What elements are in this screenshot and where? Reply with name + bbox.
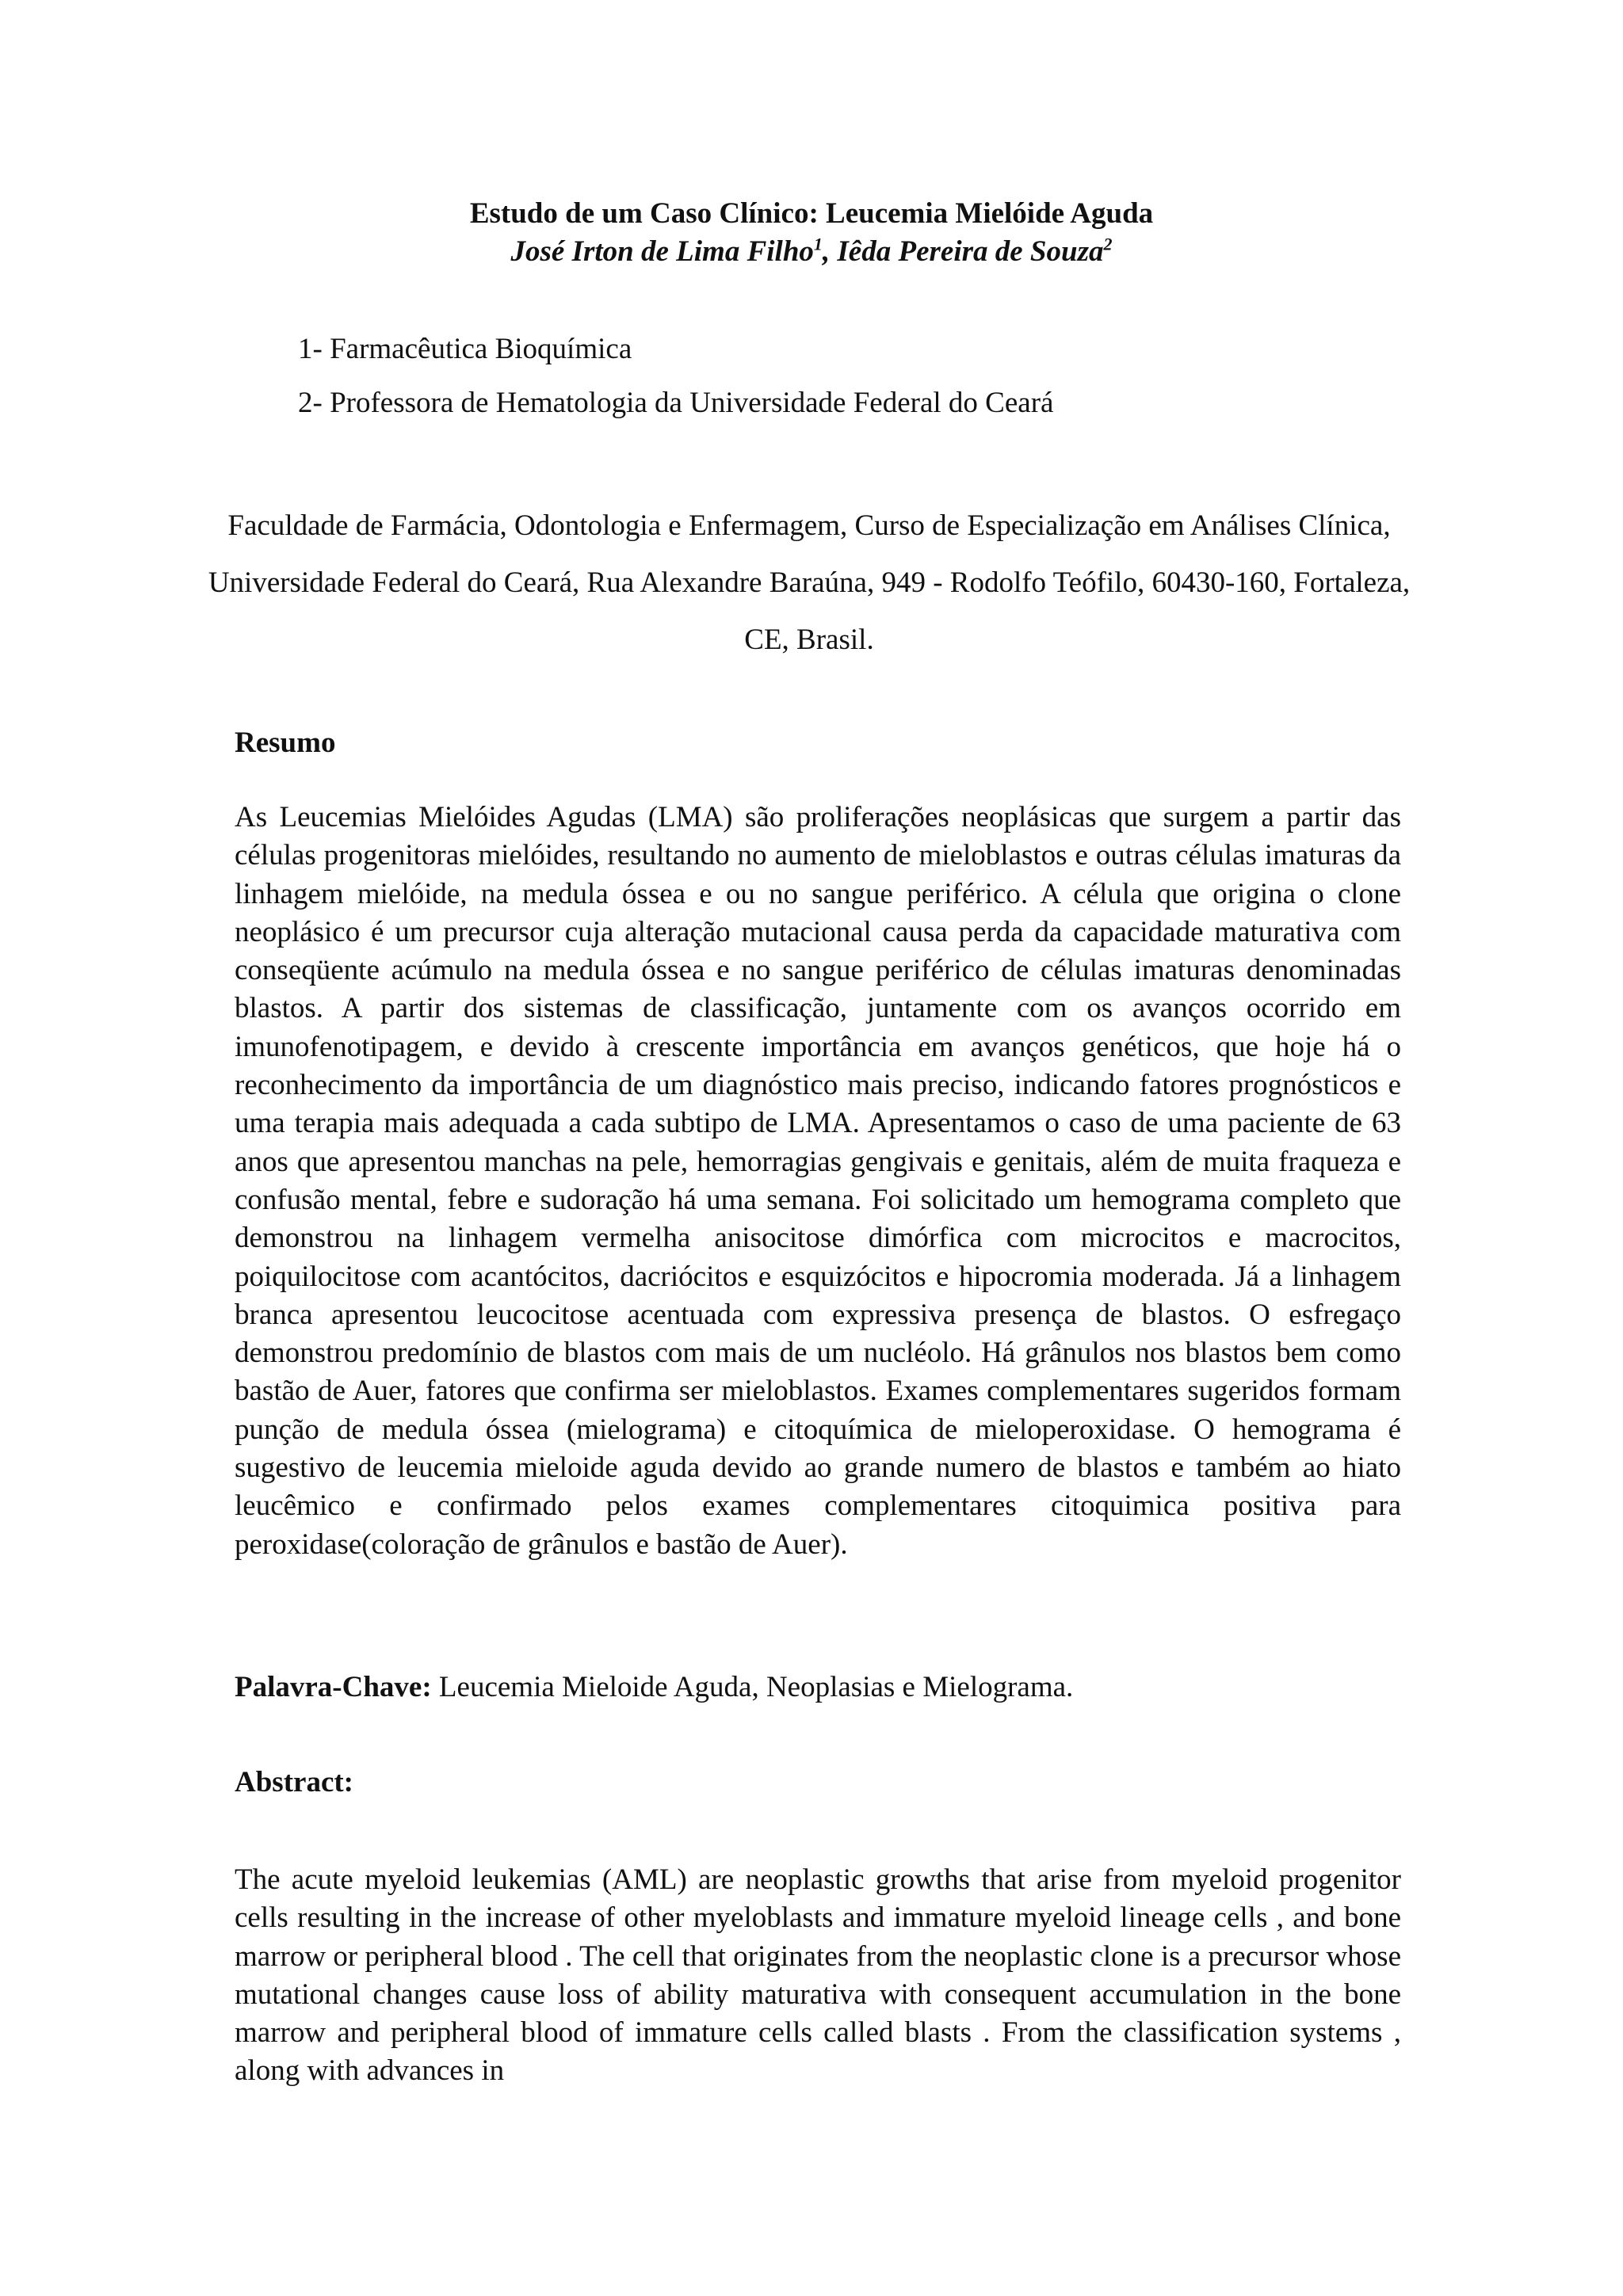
author-name: Iêda Pereira de Souza [837, 235, 1104, 268]
author-affiliation-marker: 2 [1103, 234, 1113, 254]
keywords-text: Leucemia Mieloide Aguda, Neoplasias e Mielograma. [431, 1671, 1074, 1703]
institution-address: Faculdade de Farmácia, Odontologia e Enfermagem, Curso de Especialização em Análises Clínica, Universidade Federal do Ceará, Rua Alexandre Baraúna, 949 - Rodolfo Teófilo, 60430-160, Fortaleza, CE, Brasil. [208, 509, 1411, 656]
resumo-text: As Leucemias Mielóides Agudas (LMA) são proliferações neoplásicas que surgem a partir das células progenitoras mielóides, resultando no aumento de mieloblastos e outras células imaturas da linhagem mielóide, na medula óssea e ou no sangue periférico. A célula que origina o clone neoplásico é um precursor cuja alteração mutacional causa perda da capacidade maturativa com conseqüente acúmulo na medula óssea e no sangue periférico de células imaturas denominadas blastos. A partir dos sistemas de classificação, juntamente com os avanços ocorrido em imunofenotipagem, e devido à crescente importância em avanços genéticos, que hoje há o reconhecimento da importância de um diagnóstico mais preciso, indicando fatores prognósticos e uma terapia mais adequada a cada subtipo de LMA. Apresentamos o caso de uma paciente de 63 anos que apresentou manchas na pele, hemorragias gengivais e genitais, além de muita fraqueza e confusão mental, febre e sudoração há uma semana. Foi solicitado um hemograma completo que demonstrou na linhagem vermelha anisocitose dimórfica com microcitos e macrocitos, poiquilocitose com acantócitos, dacriócitos e esquizócitos e hipocromia moderada. Já a linhagem branca apresentou leucocitose acentuada com expressiva presença de blastos. O esfregaço demonstrou predomínio de blastos com mais de um nucléolo. Há grânulos nos blastos bem como bastão de Auer, fatores que confirma ser mieloblastos. Exames complementares sugeridos formam punção de medula óssea (mielograma) e citoquímica de mieloperoxidase. O hemograma é sugestivo de leucemia mieloide aguda devido ao grande numero de blastos e também ao hiato leucêmico e confirmado pelos exames complementares citoquimica positiva para peroxidase(coloração de grânulos e bastão de Auer). [235, 801, 1401, 1561]
keywords-label: Palavra-Chave: [235, 1671, 432, 1703]
resumo-heading: Resumo [235, 727, 336, 759]
abstract-heading: Abstract: [235, 1766, 354, 1798]
keywords-line [235, 1669, 1401, 1707]
author-affiliation-marker: 1 [813, 234, 823, 254]
affiliation-1: 1- Farmacêutica Bioquímica [298, 333, 632, 365]
abstract-text: The acute myeloid leukemias (AML) are neoplastic growths that arise from myeloid progenitor cells resulting in the increase of other myeloblasts and immature myeloid lineage cells , and bone marrow or peripheral blood . The cell that originates from the neoplastic clone is a precursor whose mutational changes cause loss of ability maturativa with consequent accumulation in the bone marrow and peripheral blood of immature cells called blasts . From the classification systems , along with advances in [235, 1863, 1401, 2088]
paper-title: Estudo de um Caso Clínico: Leucemia Mielóide Aguda [469, 197, 1154, 230]
affiliation-2: 2- Professora de Hematologia da Universidade Federal do Ceará [298, 387, 1054, 419]
author-line [0, 233, 1623, 271]
author-name: José Irton de Lima Filho [510, 235, 814, 268]
author-separator: , [822, 235, 838, 268]
